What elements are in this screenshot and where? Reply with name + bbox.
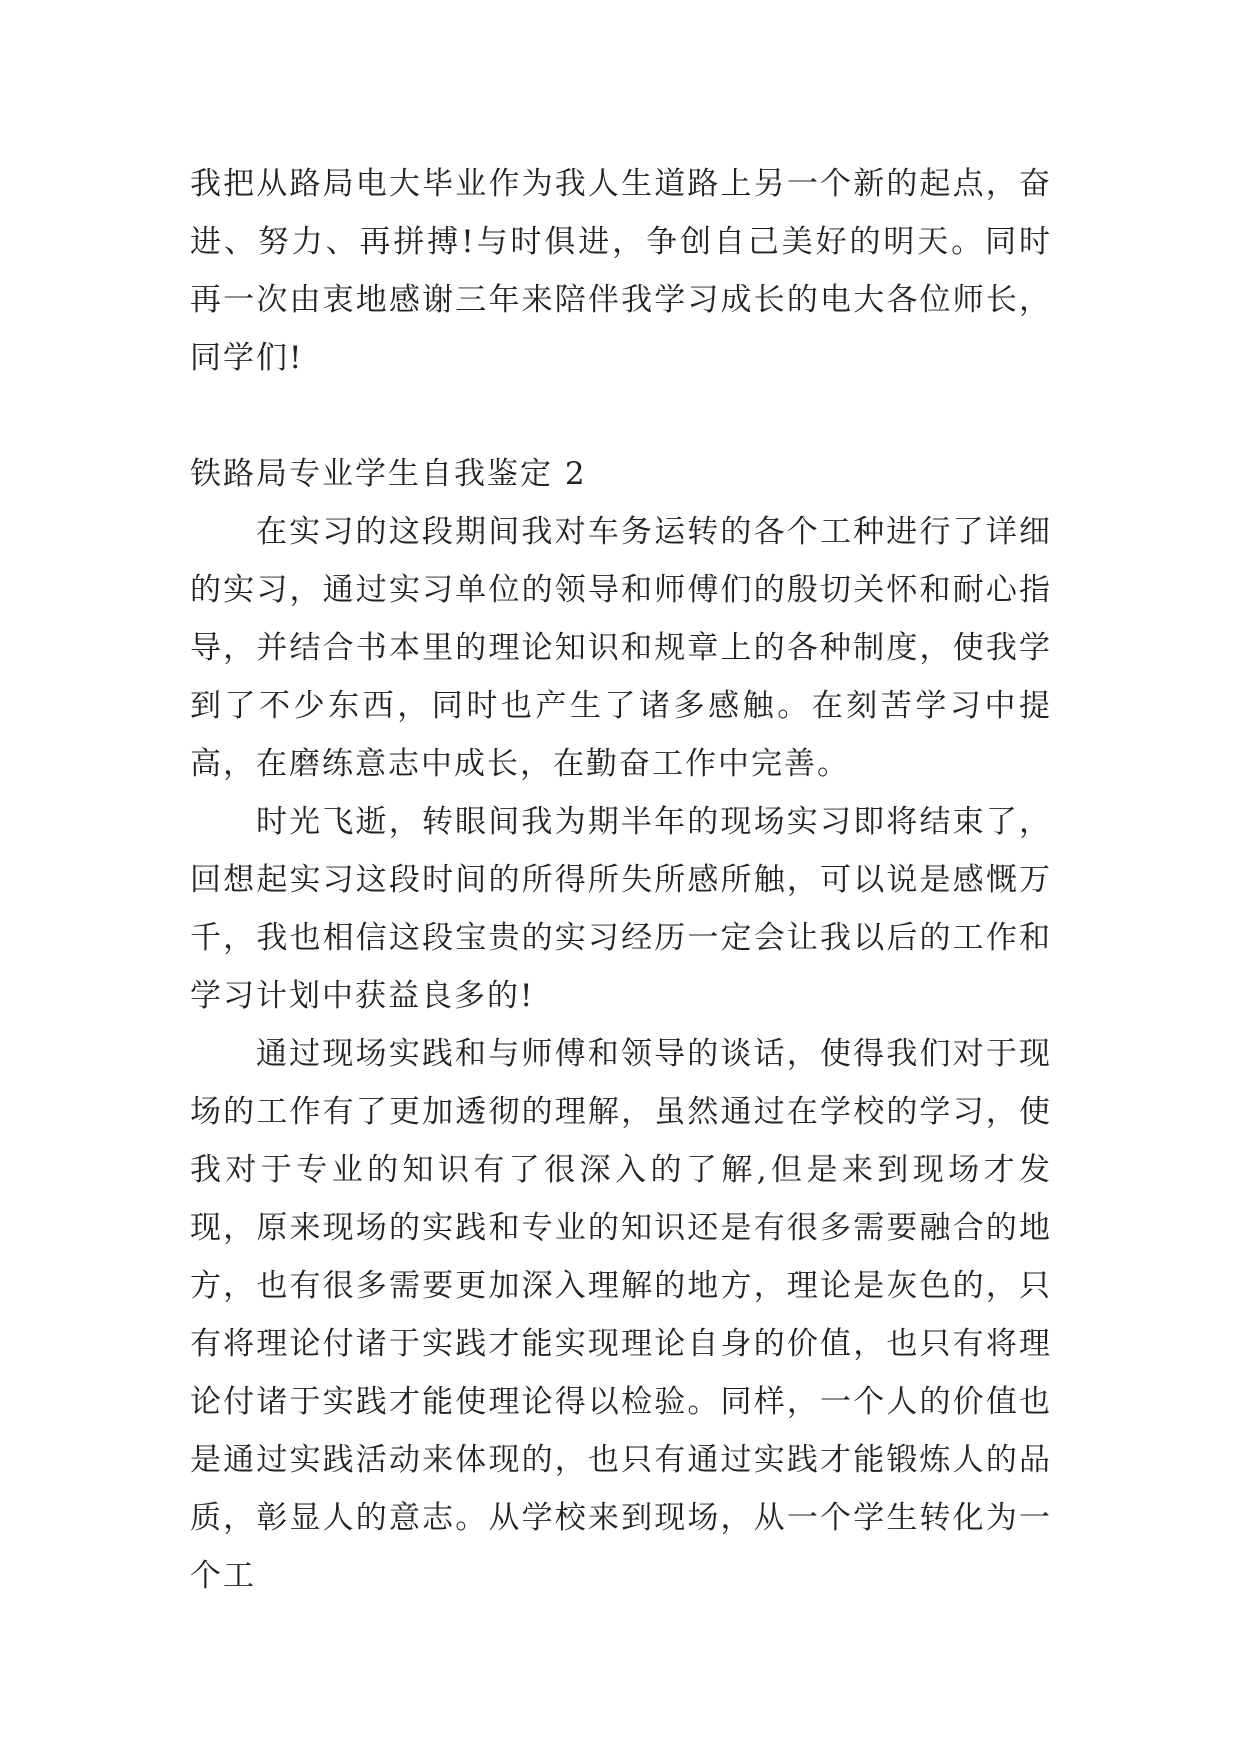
document-body [190, 155, 1052, 1605]
body-paragraph-3: 通过现场实践和与师傅和领导的谈话，使得我们对于现场的工作有了更加透彻的理解，虽然通过在学校的学习，使我对于专业的知识有了很深入的了解,但是来到现场才发现，原来现场的实践和专业的知识还是有很多需要融合的地方，也有很多需要更加深入理解的地方，理论是灰色的，只有将理论付诸于实践才能实现理论自身的价值，也只有将理论付诸于实践才能使理论得以检验。同样，一个人的价值也是通过实践活动来体现的，也只有通过实践才能锻炼人的品质，彰显人的意志。从学校来到现场，从一个学生转化为一个工 [190, 1036, 1052, 1594]
body-paragraph-2: 时光飞逝，转眼间我为期半年的现场实习即将结束了，回想起实习这段时间的所得所失所感所触，可以说是感慨万千，我也相信这段宝贵的实习经历一定会让我以后的工作和学习计划中获益良多的! [190, 804, 1052, 1014]
section-title: 铁路局专业学生自我鉴定 2 [190, 456, 587, 492]
intro-paragraph: 我把从路局电大毕业作为我人生道路上另一个新的起点，奋进、努力、再拼搏!与时俱进，争创自己美好的明天。同时再一次由衷地感谢三年来陪伴我学习成长的电大各位师长，同学们! [190, 166, 1052, 376]
body-paragraph-1: 在实习的这段期间我对车务运转的各个工种进行了详细的实习，通过实习单位的领导和师傅们的殷切关怀和耐心指导，并结合书本里的理论知识和规章上的各种制度，使我学到了不少东西，同时也产生了诸多感触。在刻苦学习中提高，在磨练意志中成长，在勤奋工作中完善。 [190, 514, 1052, 782]
